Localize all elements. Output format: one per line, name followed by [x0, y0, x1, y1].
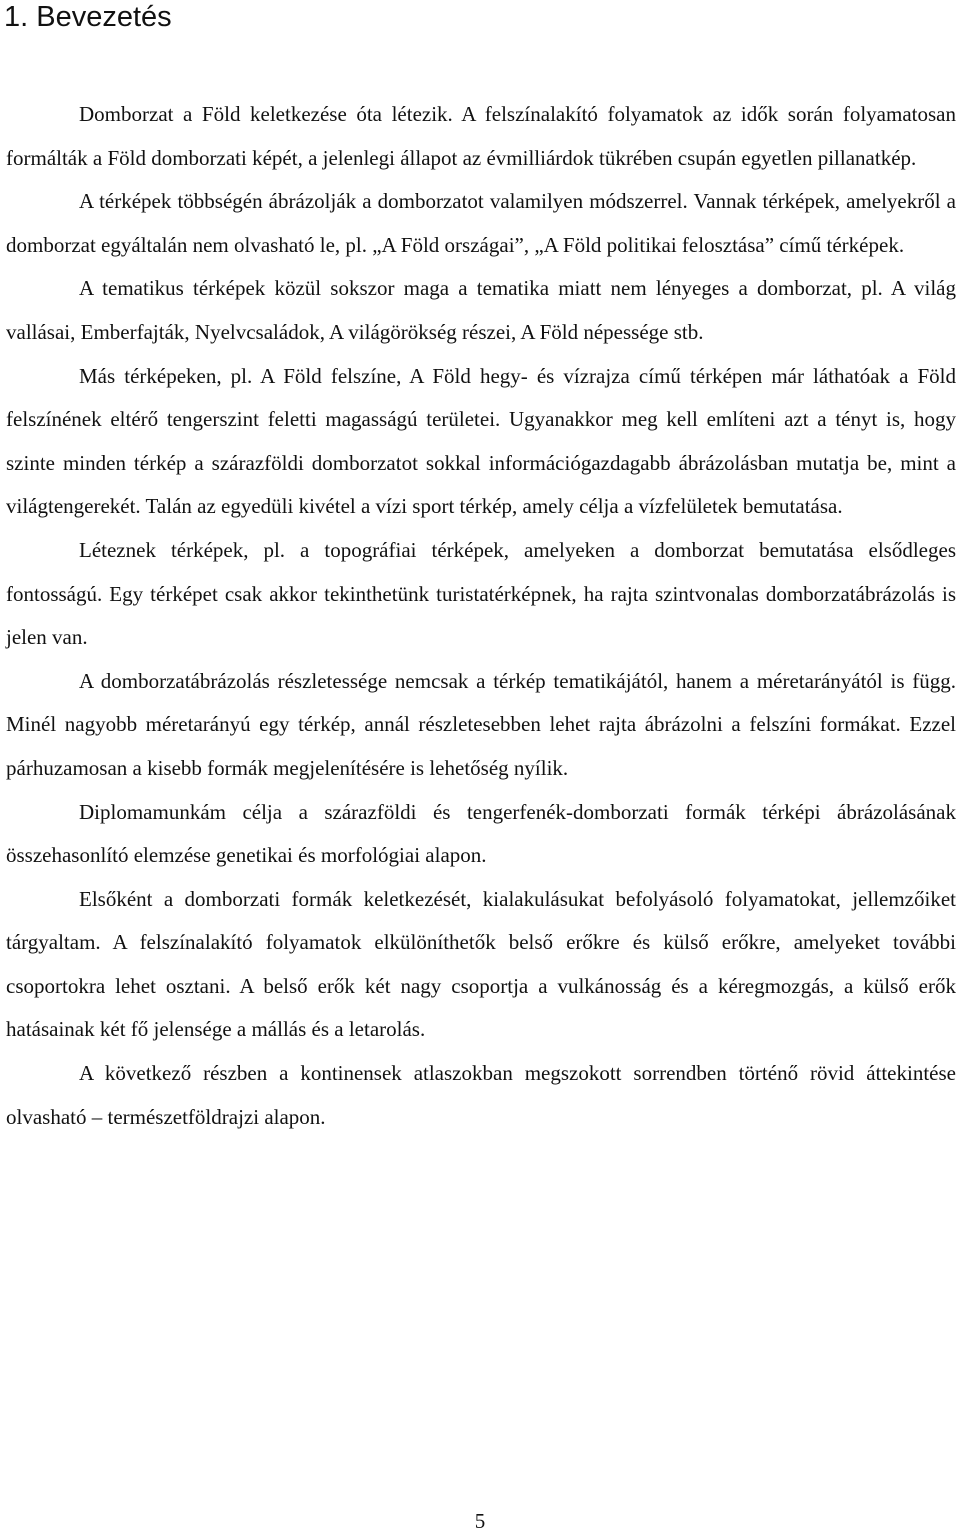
- paragraph-4: Más térképeken, pl. A Föld felszíne, A Föld hegy- és vízrajza című térképen már láthatóak a Föld felszínének eltérő tengerszint feletti magasságú területei. Ugyanakkor meg kell említeni azt a tényt is, hogy szinte minden térkép a szárazföldi domborzatot sokkal információgazdagabb ábrázolásban mutatja be, mint a világtengerekét. Talán az egyedüli kivétel a vízi sport térkép, amely célja a vízfelületek bemutatása.: [6, 363, 956, 519]
- paragraph-5: Léteznek térképek, pl. a topográfiai térképek, amelyeken a domborzat bemutatása elsődleges fontosságú. Egy térképet csak akkor tekinthetünk turistatérképnek, ha rajta szintvonalas domborzatábrázolás is jelen van.: [6, 537, 956, 650]
- paragraph-8: Elsőként a domborzati formák keletkezését, kialakulásukat befolyásoló folyamatokat, jellemzőiket tárgyaltam. A felszínalakító folyamatok elkülöníthetők belső erőkre és külső erőkre, amelyeket további csoportokra lehet osztani. A belső erők két nagy csoportja a vulkánosság és a kéregmozgás, a külső erők hatásainak két fő jelensége a mállás és a letarolás.: [6, 886, 956, 1042]
- paragraph-7: Diplomamunkám célja a szárazföldi és tengerfenék-domborzati formák térképi ábrázolásának összehasonlító elemzése genetikai és morfológiai alapon.: [6, 799, 956, 868]
- paragraph-3: A tematikus térképek közül sokszor maga a tematika miatt nem lényeges a domborzat, pl. A világ vallásai, Emberfajták, Nyelvcsaládok, A világörökség részei, A Föld népessége stb.: [6, 276, 956, 344]
- body-text: [6, 93, 956, 1139]
- page-number: 5: [474, 1509, 486, 1533]
- paragraph-6: A domborzatábrázolás részletessége nemcsak a térkép tematikájától, hanem a méretarányától is függ. Minél nagyobb méretarányú egy térkép, annál részletesebben lehet rajta ábrázolni a felszíni formákat. Ezzel párhuzamosan a kisebb formák megjelenítésére is lehetőség nyílik.: [6, 668, 956, 780]
- paragraph-9: A következő részben a kontinensek atlaszokban megszokott sorrendben történő rövid áttekintése olvasható – természetföldrajzi alapon.: [6, 1061, 956, 1129]
- paragraph-1: Domborzat a Föld keletkezése óta létezik. A felszínalakító folyamatok az idők során folyamatosan formálták a Föld domborzati képét, a jelenlegi állapot az évmilliárdok tükrében csupán egyetlen pillanatkép.: [6, 102, 956, 170]
- section-heading: 1. Bevezetés: [4, 1, 172, 33]
- paragraph-2: A térképek többségén ábrázolják a domborzatot valamilyen módszerrel. Vannak térképek, amelyekről a domborzat egyáltalán nem olvasható le, pl. „A Föld országai”, „A Föld politikai felosztása” című térképek.: [6, 189, 956, 257]
